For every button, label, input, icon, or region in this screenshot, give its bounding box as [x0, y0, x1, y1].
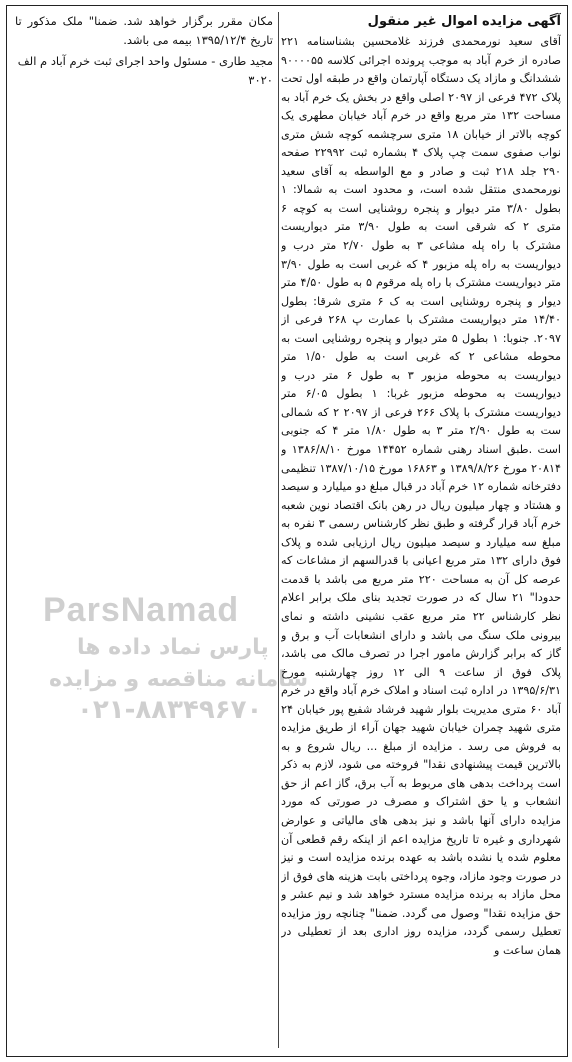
watermark-brand: ParsNamad — [43, 591, 240, 629]
column-divider — [278, 12, 279, 1048]
signature-line: مجید طاری - مسئول واحد اجرای ثبت خرم آباد م الف ۳۰۲۰ — [17, 54, 273, 87]
continuation-text: مکان مقرر برگزار خواهد شد. ضمنا" ملک مذکور تا تاریخ ۱۳۹۵/۱۲/۴ بیمه می باشد. — [15, 14, 273, 47]
watermark-line-1: پارس نماد داده ها — [77, 635, 269, 660]
watermark-line-2: سامانه مناقصه و مزایده — [49, 667, 309, 692]
continuation-column — [15, 12, 273, 90]
watermark-phone: ۰۲۱-۸۸۳۴۹۶۷۰ — [77, 695, 263, 725]
notice-title: آگهی مزایده اموال غیر منقول — [367, 14, 561, 29]
notice-column — [281, 12, 561, 1048]
notice-body: آقای سعید نورمحمدی فرزند غلامحسین بشناسنامه ۲۲۱ صادره از خرم آباد به موجب پرونده اجرائی کلاسه ۹۰۰۰۰۵۵ ششدانگ و مازاد یک دستگاه آپارتمان واقع در طبقه اول تحت پلاک ۴۷۲ فرعی از ۲۰۹۷ اصلی واقع در بخش یک خرم آباد به مساحت ۱۳۲ متر مربع واقع در خرم آباد خیابان مطهری یک کوچه بالاتر از خیابان ۱۸ متری سرچشمه کوچه شش متری نواب صفوی سمت چپ پلاک ۴ بشماره ثبت ۲۲۹۹۲ صفحه ۲۹۰ جلد ۲۱۸ ثبت و صادر و مع الواسطه به آقای سعید نورمحمدی منتقل شده است، و محدود است به شمالا: ۱ بطول ۳/۸۰ متر دیوار و پنجره روشنایی است به کوچه ۶ متری ۲ که شرقی است به طول ۳/۹۰ متر دیواریست مشترک با راه پله مشاعی ۳ به طول ۲/۷۰ متر درب و دیواریست به راه پله مزبور ۴ که غربی است به طول ۳/۹۰ متر دیواریست مشترک با راه پله مرقوم ۵ به طول ۴/۵۰ متر دیوار و پنجره روشنایی است به ک ۶ متری شرقا: بطول ۱۴/۴۰ متر دیواریست مشترک با عمارت پ ۲۶۸ فرعی از ۲۰۹۷. جنوبا: ۱ بطول ۵ متر دیوار و پنجره روشنایی است به محوطه مشاعی ۲ که غربی است به طول ۱/۵۰ متر دیواریست به محوطه مزبور ۳ به طول ۶ متر درب و دیواریست به محوطه مزبور غربا: ۱ بطول ۶/۰۵ متر دیواریست مشترک با پلاک ۲۶۶ فرعی از ۲۰۹۷ ۲ که شمالی ست به طول ۲/۹۰ متر ۳ به طول ۱/۸۰ متر ۴ که جنوبی است .طبق اسناد رهنی شماره ۱۴۴۵۲ مورخ ۱۳۸۶/۸/۱۰ و ۲۰۸۱۴ مورخ ۱۳۸۹/۸/۲۶ و ۱۶۸۶۳ مورخ ۱۳۸۷/۱۰/۱۵ تنظیمی دفترخانه شماره ۱۲ خرم آباد در قبال مبلغ دو میلیارد و سیصد و هشتاد و چهار میلیون ریال در رهن بانک اقتصاد نوین شعبه خرم آباد قرار گرفته و طبق نظر کارشناس رسمی ۳ نفره به مبلغ سه میلیارد و سیصد میلیون ریال ارزیابی شده و پلاک فوق دارای ۱۳۲ متر مربع اعیانی با قدرالسهم از مشاعات که عرصه کل آن به مساحت ۲۲۰ متر مربع می باشد با قدمت حدودا" ۲۱ سال که در صورت تجدید بنای ملک برابر اعلام نظر کارشناس ۲۲ متر مربع عقب نشینی داشته و نمای بیرونی ملک سنگ می باشد و دارای انشعابات آب و برق و گاز که برابر گزارش مامور اجرا در تصرف مالک می باشد، پلاک فوق از ساعت ۹ الی ۱۲ روز چهارشنبه مورخ ۱۳۹۵/۶/۳۱ در اداره ثبت اسناد و املاک خرم آباد واقع در خرم آباد ۶۰ متری مدیریت بلوار شهید فرشاد شفیع پور خیابان ۲۴ متری شهید چمران خیابان شهید جهان آراء از طریق مزایده به فروش می رسد . مزایده از مبلغ ... ریال شروع و به بالاترین قیمت پیشنهادی نقدا" فروخته می شود، لازم به ذکر است پرداخت بدهی های مربوط به آب برق، گاز اعم از حق انشعاب و یا حق اشتراک و مصرف در صورتی که مورد مزایده دارای آنها باشد و نیز بدهی های مالیاتی و عوارض شهرداری و غیره تا تاریخ مزایده اعم از اینکه رقم قطعی آن معلوم شده یا نشده باشد به عهده برنده مزایده است و نیز در صورت وجود مازاد، وجوه پرداختی بابت هزینه های فوق از محل مازاد به برنده مزایده مسترد خواهد شد و نیم عشر و حق مزایده نقدا" وصول می گردد. ضمنا" چنانچه روز مزایده تعطیل رسمی گردد، مزایده روز اداری بعد از تعطیلی در همان ساعت و — [281, 35, 561, 957]
newspaper-clipping — [6, 5, 568, 1057]
